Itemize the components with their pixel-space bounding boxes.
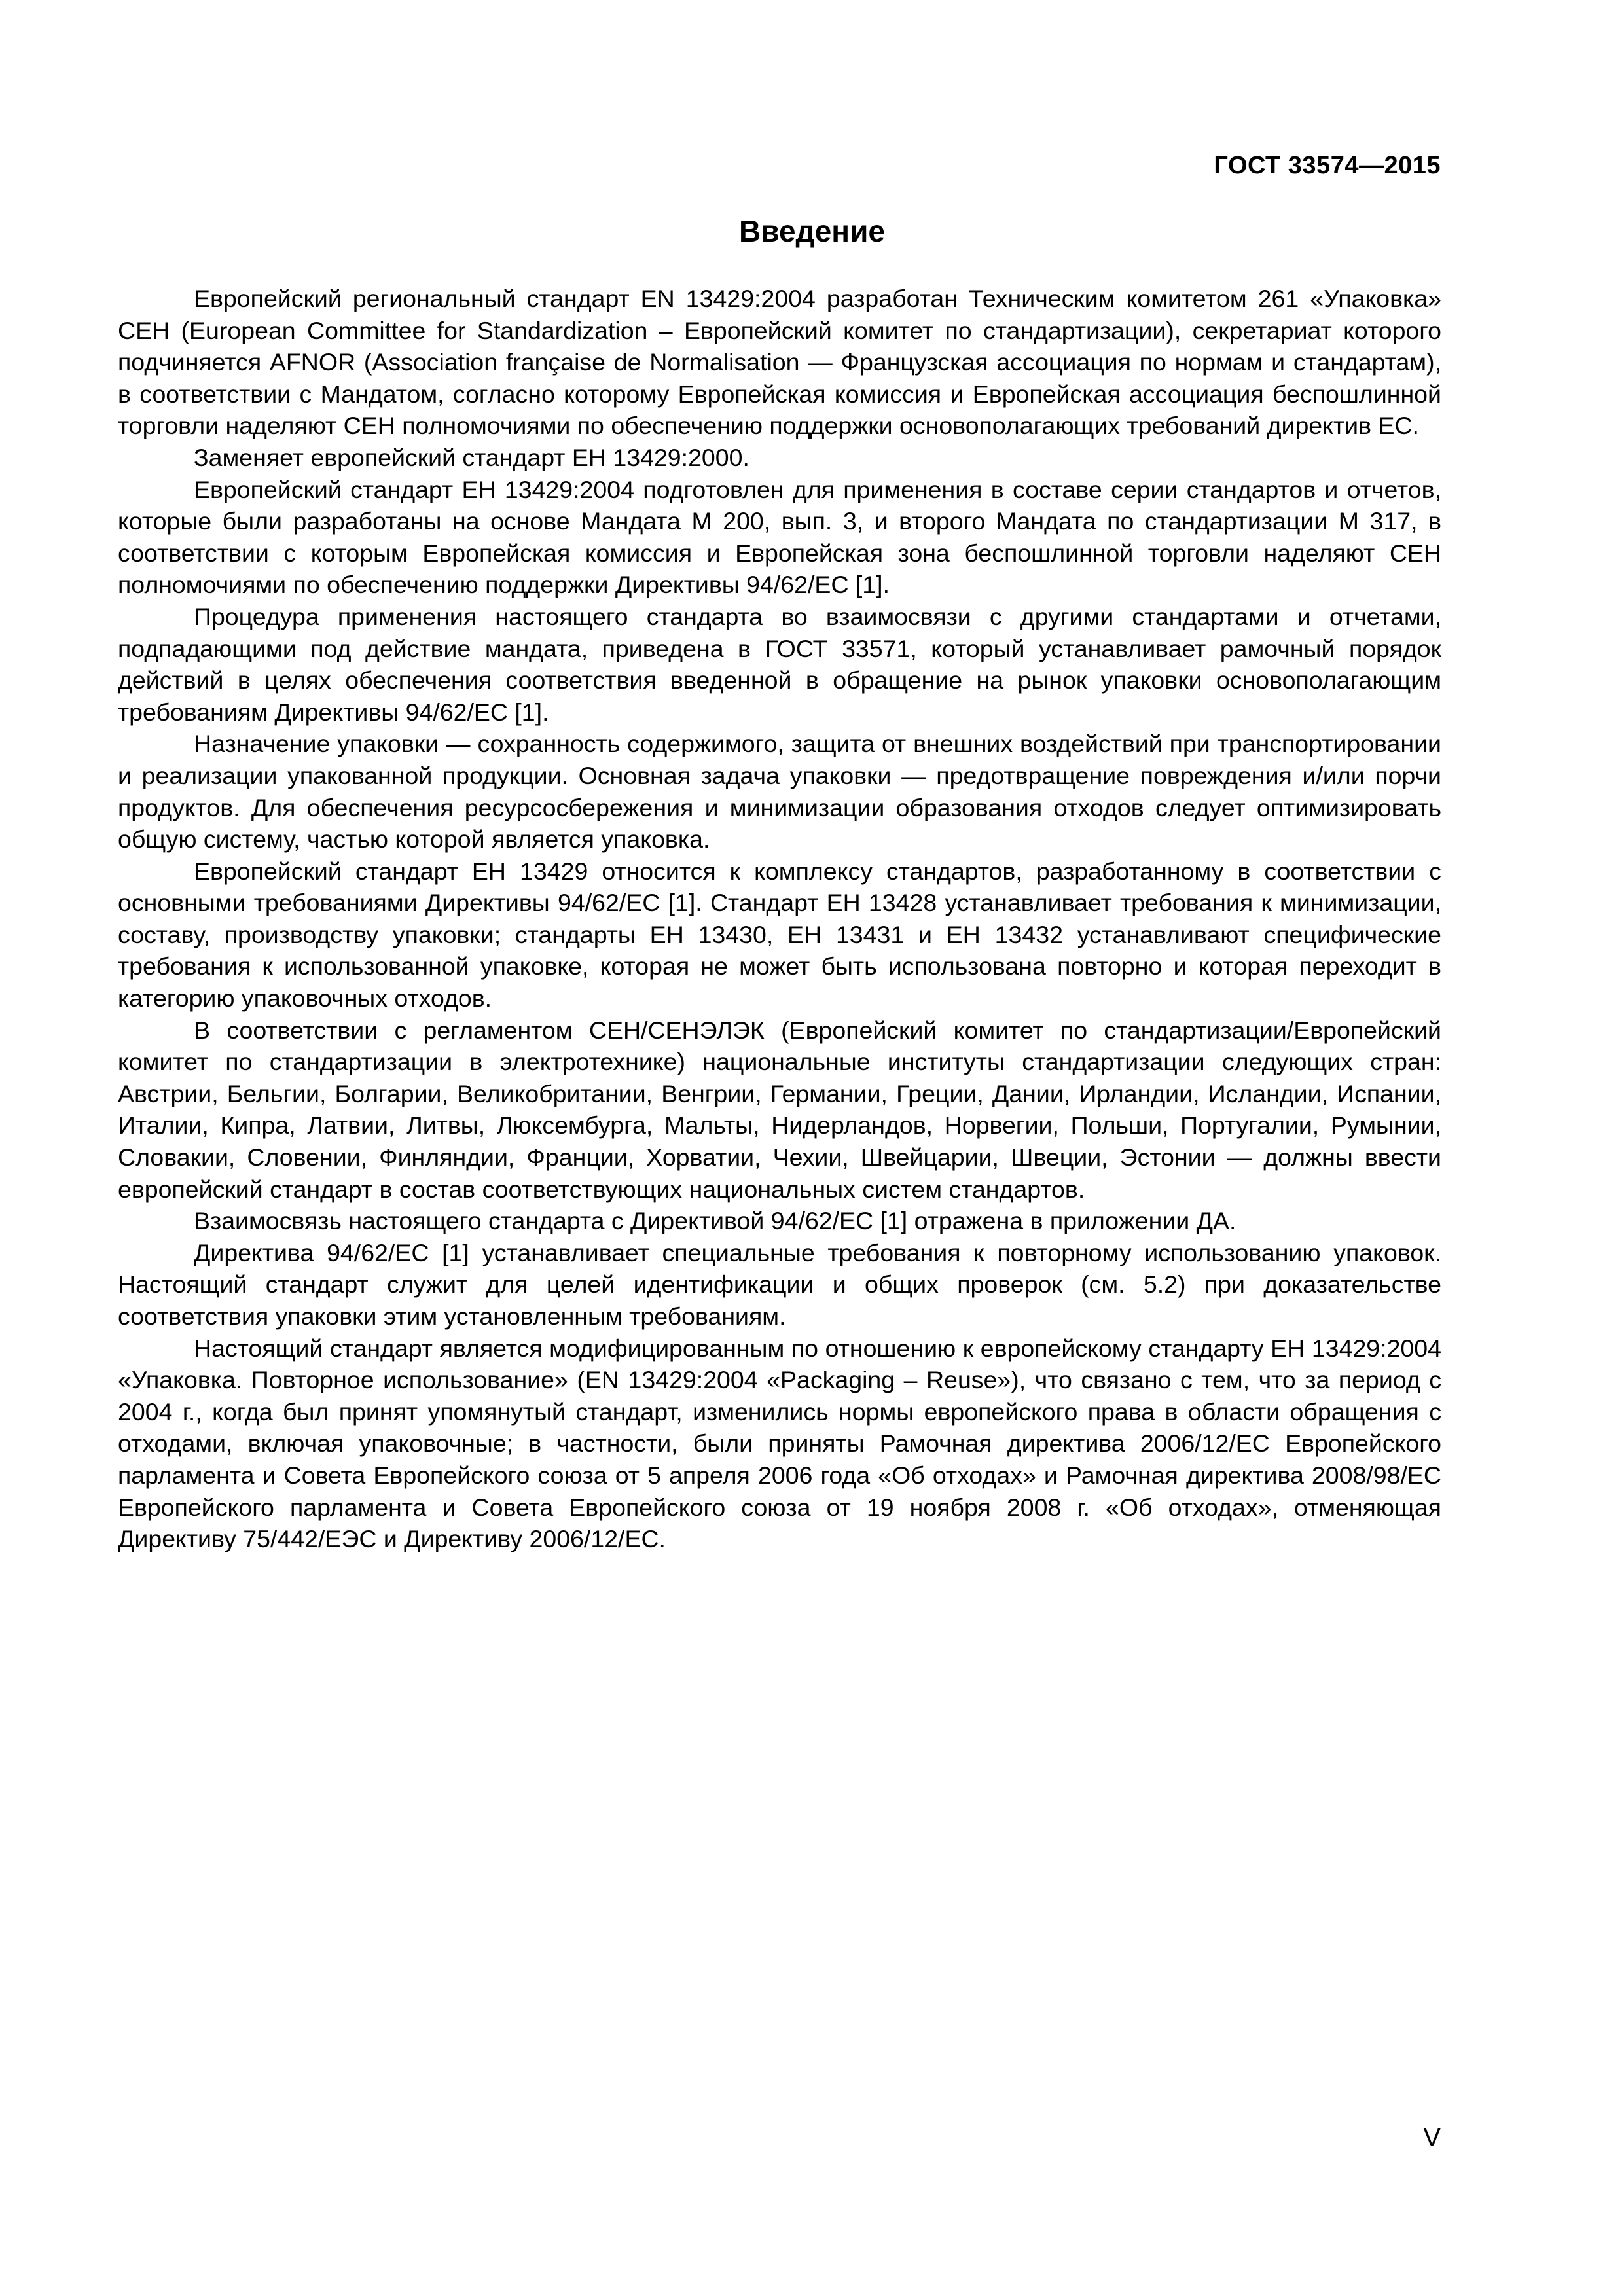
section-title: Введение (739, 214, 885, 248)
paragraph: Заменяет европейский стандарт ЕН 13429:2000. (194, 443, 749, 471)
paragraph: Европейский стандарт ЕН 13429:2004 подготовлен для применения в составе серии стандартов и отчетов, которые были разработаны на основе Мандата М 200, вып. 3, и второго Мандата по стандартизации М 317, в соответствии с которым Европейская комиссия и Европейская зона беспошлинной торговли наделяют СЕН полномочиями по обеспечению поддержки Директивы 94/62/ЕС [1]. (118, 475, 1441, 599)
paragraph: Назначение упаковки — сохранность содержимого, защита от внешних воздействий при транспортировании и реализации упакованной продукции. Основная задача упаковки — предотвращение повреждения и/или порчи продуктов. Для обеспечения ресурсосбережения и минимизации образования отходов следует оптимизировать общую систему, частью которой является упаковка. (118, 730, 1441, 853)
paragraph: Европейский стандарт ЕН 13429 относится к комплексу стандартов, разработанному в соответствии с основными требованиями Директивы 94/62/ЕС [1]. Стандарт ЕН 13428 устанавливает требования к минимизации, составу, производству упаковки; стандарты ЕН 13430, ЕН 13431 и ЕН 13432 устанавливают специфические требования к использованной упаковке, которая не может быть использована повторно и которая переходит в категорию упаковочных отходов. (118, 857, 1441, 1013)
paragraph: Процедура применения настоящего стандарта во взаимосвязи с другими стандартами и отчетами, подпадающими под действие мандата, приведена в ГОСТ 33571, который устанавливает рамочный порядок действий в целях обеспечения соответствия введенной в обращение на рынок упаковки основополагающим требованиям Директивы 94/62/ЕС [1]. (118, 602, 1441, 726)
page-number: V (1423, 2123, 1441, 2152)
paragraph: Взаимосвязь настоящего стандарта с Директивой 94/62/ЕС [1] отражена в приложении ДА. (194, 1207, 1236, 1235)
body-text (118, 283, 1441, 1555)
paragraph: В соответствии с регламентом СЕН/СЕНЭЛЭК (Европейский комитет по стандартизации/Европейский комитет по стандартизации в электротехнике) национальные институты стандартизации следующих стран: Австрии, Бельгии, Болгарии, Великобритании, Венгрии, Германии, Греции, Дании, Ирландии, Исландии, Испании, Италии, Кипра, Латвии, Литвы, Люксембурга, Мальты, Нидерландов, Норвегии, Польши, Португалии, Румынии, Словакии, Словении, Финляндии, Франции, Хорватии, Чехии, Швейцарии, Швеции, Эстонии — должны ввести европейский стандарт в состав соответствующих национальных систем стандартов. (118, 1016, 1441, 1203)
paragraph: Директива 94/62/ЕС [1] устанавливает специальные требования к повторному использованию упаковок. Настоящий стандарт служит для целей идентификации и общих проверок (см. 5.2) при доказательстве соответствия упаковки этим установленным требованиям. (118, 1238, 1441, 1330)
document-id: ГОСТ 33574—2015 (1214, 152, 1441, 179)
paragraph: Европейский региональный стандарт EN 13429:2004 разработан Техническим комитетом 261 «Упаковка» СЕН (European Committee for Standardization – Европейский комитет по стандартизации), секретариат которого подчиняется AFNOR (Association française de Normalisation — Французская ассоциация по нормам и стандартам), в соответствии с Мандатом, согласно которому Европейская комиссия и Европейская ассоциация беспошлинной торговли наделяют СЕН полномочиями по обеспечению поддержки основополагающих требований директив ЕС. (118, 285, 1441, 440)
paragraph: Настоящий стандарт является модифицированным по отношению к европейскому стандарту ЕН 13429:2004 «Упаковка. Повторное использование» (EN 13429:2004 «Packaging – Reuse»), что связано с тем, что за период с 2004 г., когда был принят упомянутый стандарт, изменились нормы европейского права в области обращения с отходами, включая упаковочные; в частности, были приняты Рамочная директива 2006/12/ЕС Европейского парламента и Совета Европейского союза от 5 апреля 2006 года «Об отходах» и Рамочная директива 2008/98/ЕС Европейского парламента и Совета Европейского союза от 19 ноября 2008 г. «Об отходах», отменяющая Директиву 75/442/ЕЭС и Директиву 2006/12/ЕС. (118, 1334, 1441, 1553)
